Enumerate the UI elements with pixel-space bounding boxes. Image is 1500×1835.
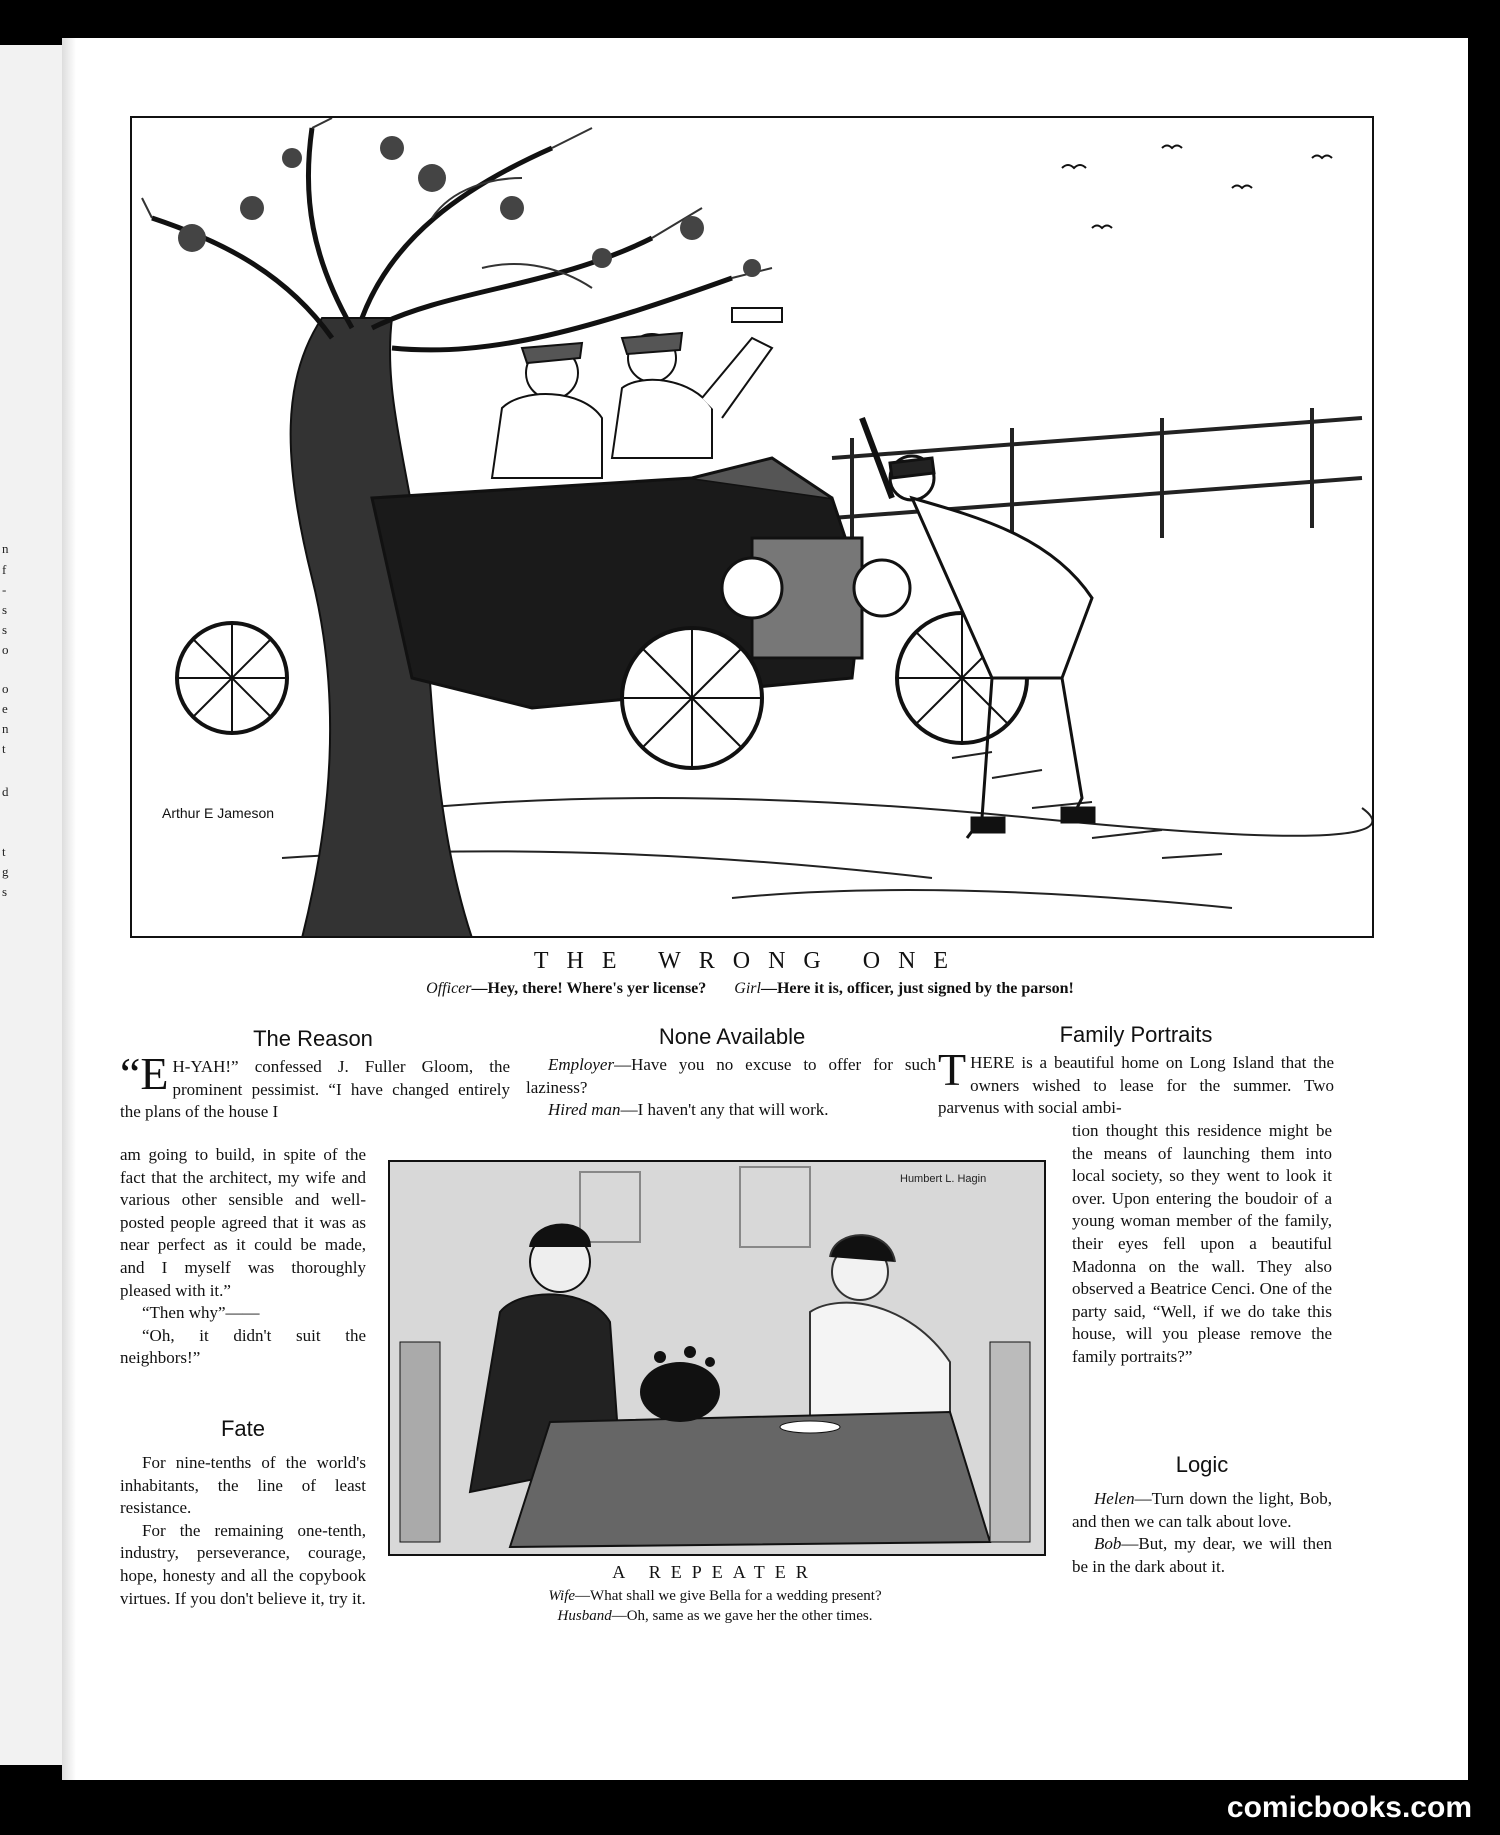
speaker-girl: Girl — [734, 980, 761, 997]
prev-page-fragment: g — [2, 864, 9, 879]
prev-page-fragment: d — [2, 784, 9, 799]
prev-page-fragment: n — [2, 721, 9, 736]
helen-line: —Turn down the light, Bob, and then we can talk about love. — [1072, 1489, 1332, 1531]
wife-line: —What shall we give Bella for a wedding present? — [575, 1588, 882, 1604]
prev-page-fragment: s — [2, 622, 8, 637]
heading-logic: Logic — [1175, 1452, 1229, 1477]
the-reason-paragraph: am going to build, in spite of the fact that the architect, my wife and various other sensible and well-posted people agreed that it was as near perfect as it could be made, and I myself was thoroughly pleased with it.” — [120, 1145, 366, 1300]
prev-page-fragment: s — [2, 602, 8, 617]
husband-line: —Oh, same as we gave her the other times. — [611, 1608, 873, 1624]
page-spine-shadow — [62, 38, 76, 1780]
dropcap-t: T — [938, 1044, 967, 1095]
speaker-helen: Helen — [1094, 1489, 1135, 1508]
prev-page-fragment: s — [2, 884, 8, 899]
caption-title-the-wrong-one: THE WRONG ONE — [533, 948, 967, 974]
speaker-employer: Employer — [548, 1055, 615, 1074]
couple-at-table-drawing — [390, 1162, 1044, 1554]
prev-page-fragment: t — [2, 844, 6, 859]
artist-signature: Humbert L. Hagin — [900, 1173, 987, 1185]
dropcap-e: “E — [120, 1048, 169, 1099]
article-the-reason-intro — [120, 1048, 510, 1124]
the-reason-paragraph: “Then why”—— — [142, 1303, 260, 1323]
illustration-the-wrong-one — [130, 116, 1374, 938]
officer-line: —Hey, there! Where's yer license? — [471, 980, 707, 997]
family-portraits-opening: HERE is a beautiful home on Long Island that the owners wished to lease for the summer. Two parvenus with social ambi- — [938, 1053, 1334, 1118]
heading-family-portraits: Family Portraits — [1059, 1022, 1213, 1047]
article-fate — [120, 1452, 366, 1610]
car-and-officer-drawing — [132, 118, 1372, 936]
artist-signature: Arthur E Jameson — [162, 805, 275, 821]
the-reason-paragraph: “Oh, it didn't suit the neighbors!” — [120, 1325, 366, 1368]
prev-page-fragment: o — [2, 642, 9, 657]
watermark-text: comicbooks.com — [1226, 1791, 1472, 1824]
speaker-husband: Husband — [557, 1608, 612, 1624]
prev-page-fragment: - — [2, 582, 7, 597]
magazine-page — [62, 38, 1468, 1780]
fate-paragraph: For nine-tenths of the world's inhabitants, the line of least resistance. — [120, 1453, 366, 1518]
heading-fate: Fate — [220, 1416, 266, 1441]
prev-page-fragment: e — [2, 701, 8, 716]
speaker-hired-man: Hired man — [548, 1100, 621, 1120]
article-the-reason-body — [120, 1144, 366, 1370]
heading-the-reason: The Reason — [253, 1026, 373, 1051]
bob-line: —But, my dear, we will then be in the dark about it. — [1072, 1534, 1332, 1576]
caption-dialogue-a-repeater — [388, 1586, 1042, 1626]
prev-page-fragment: f — [2, 562, 7, 577]
article-family-portraits-intro — [938, 1044, 1334, 1120]
fate-paragraph: For the remaining one-tenth, industry, perseverance, courage, hope, honesty and all the copybook virtues. If you don't believe it, try it. — [120, 1520, 366, 1608]
speaker-officer: Officer — [426, 980, 472, 997]
employer-line: —Have you no excuse to offer for such laziness? — [526, 1055, 936, 1097]
article-family-portraits-body — [1072, 1120, 1332, 1369]
illustration-a-repeater — [388, 1160, 1046, 1556]
speaker-bob: Bob — [1094, 1534, 1122, 1554]
heading-none-available: None Available — [658, 1024, 806, 1049]
prev-page-fragment: t — [2, 741, 6, 756]
prev-page-fragment: o — [2, 681, 9, 696]
previous-page-edge — [0, 45, 65, 1765]
caption-title-a-repeater: A REPEATER — [612, 1562, 818, 1582]
hired-man-line: —I haven't any that will work. — [620, 1100, 829, 1120]
girl-line: —Here it is, officer, just signed by the parson! — [760, 980, 1074, 997]
the-reason-opening: H-YAH!” confessed J. Fuller Gloom, the prominent pessimist. “I have changed entirely the plans of the house I — [120, 1057, 510, 1122]
speaker-wife: Wife — [548, 1588, 576, 1604]
article-logic — [1072, 1488, 1332, 1578]
caption-dialogue-the-wrong-one — [130, 980, 1370, 998]
family-portraits-paragraph: tion thought this residence might be the means of launching them into local society, so they went to look it over. Upon entering the boudoir of a young woman member of the family, their eyes fell upon a beautiful Madonna on the wall. They also observed a Beatrice Cenci. One of the party said, “Well, if we do take this house, will you please remove the family portraits?” — [1072, 1121, 1332, 1366]
article-none-available — [526, 1054, 936, 1122]
prev-page-fragment: n — [2, 541, 9, 556]
